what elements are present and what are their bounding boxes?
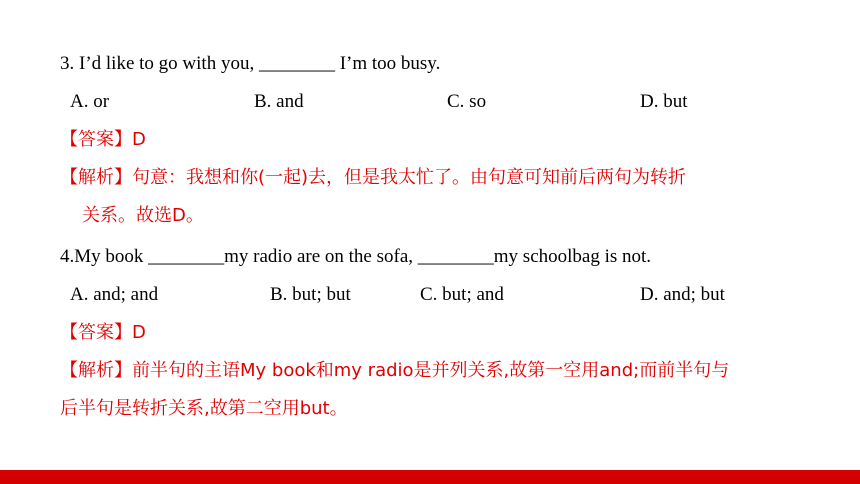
q3-analysis-line1: 【解析】句意：我想和你(一起)去，但是我太忙了。由句意可知前后两句为转折 — [60, 167, 687, 188]
question-3-options — [0, 90, 860, 114]
question-3-text: 3. I’d like to go with you, ________ I’m too busy. — [60, 53, 441, 74]
q4-answer: 【答案】D — [60, 322, 146, 343]
q4-analysis-line2: 后半句是转折关系,故第二空用but。 — [60, 398, 348, 419]
q3-option-d: D. but — [640, 91, 688, 112]
q3-answer: 【答案】D — [60, 129, 146, 150]
q4-option-a: A. and; and — [70, 284, 159, 305]
question-4-options — [0, 283, 860, 307]
q4-analysis-line1: 【解析】前半句的主语My book和my radio是并列关系,故第一空用and;而前半句与 — [60, 360, 730, 381]
q3-option-a: A. or — [70, 91, 110, 112]
q3-option-b: B. and — [254, 91, 304, 112]
q3-analysis-line2: 关系。故选D。 — [82, 205, 204, 226]
q3-option-c: C. so — [447, 91, 487, 112]
q4-option-c: C. but; and — [420, 284, 504, 305]
bottom-accent-bar — [0, 470, 860, 484]
question-4-text: 4.My book ________my radio are on the sofa, ________my schoolbag is not. — [60, 246, 652, 267]
q4-option-d: D. and; but — [640, 284, 725, 305]
q4-option-b: B. but; but — [270, 284, 351, 305]
